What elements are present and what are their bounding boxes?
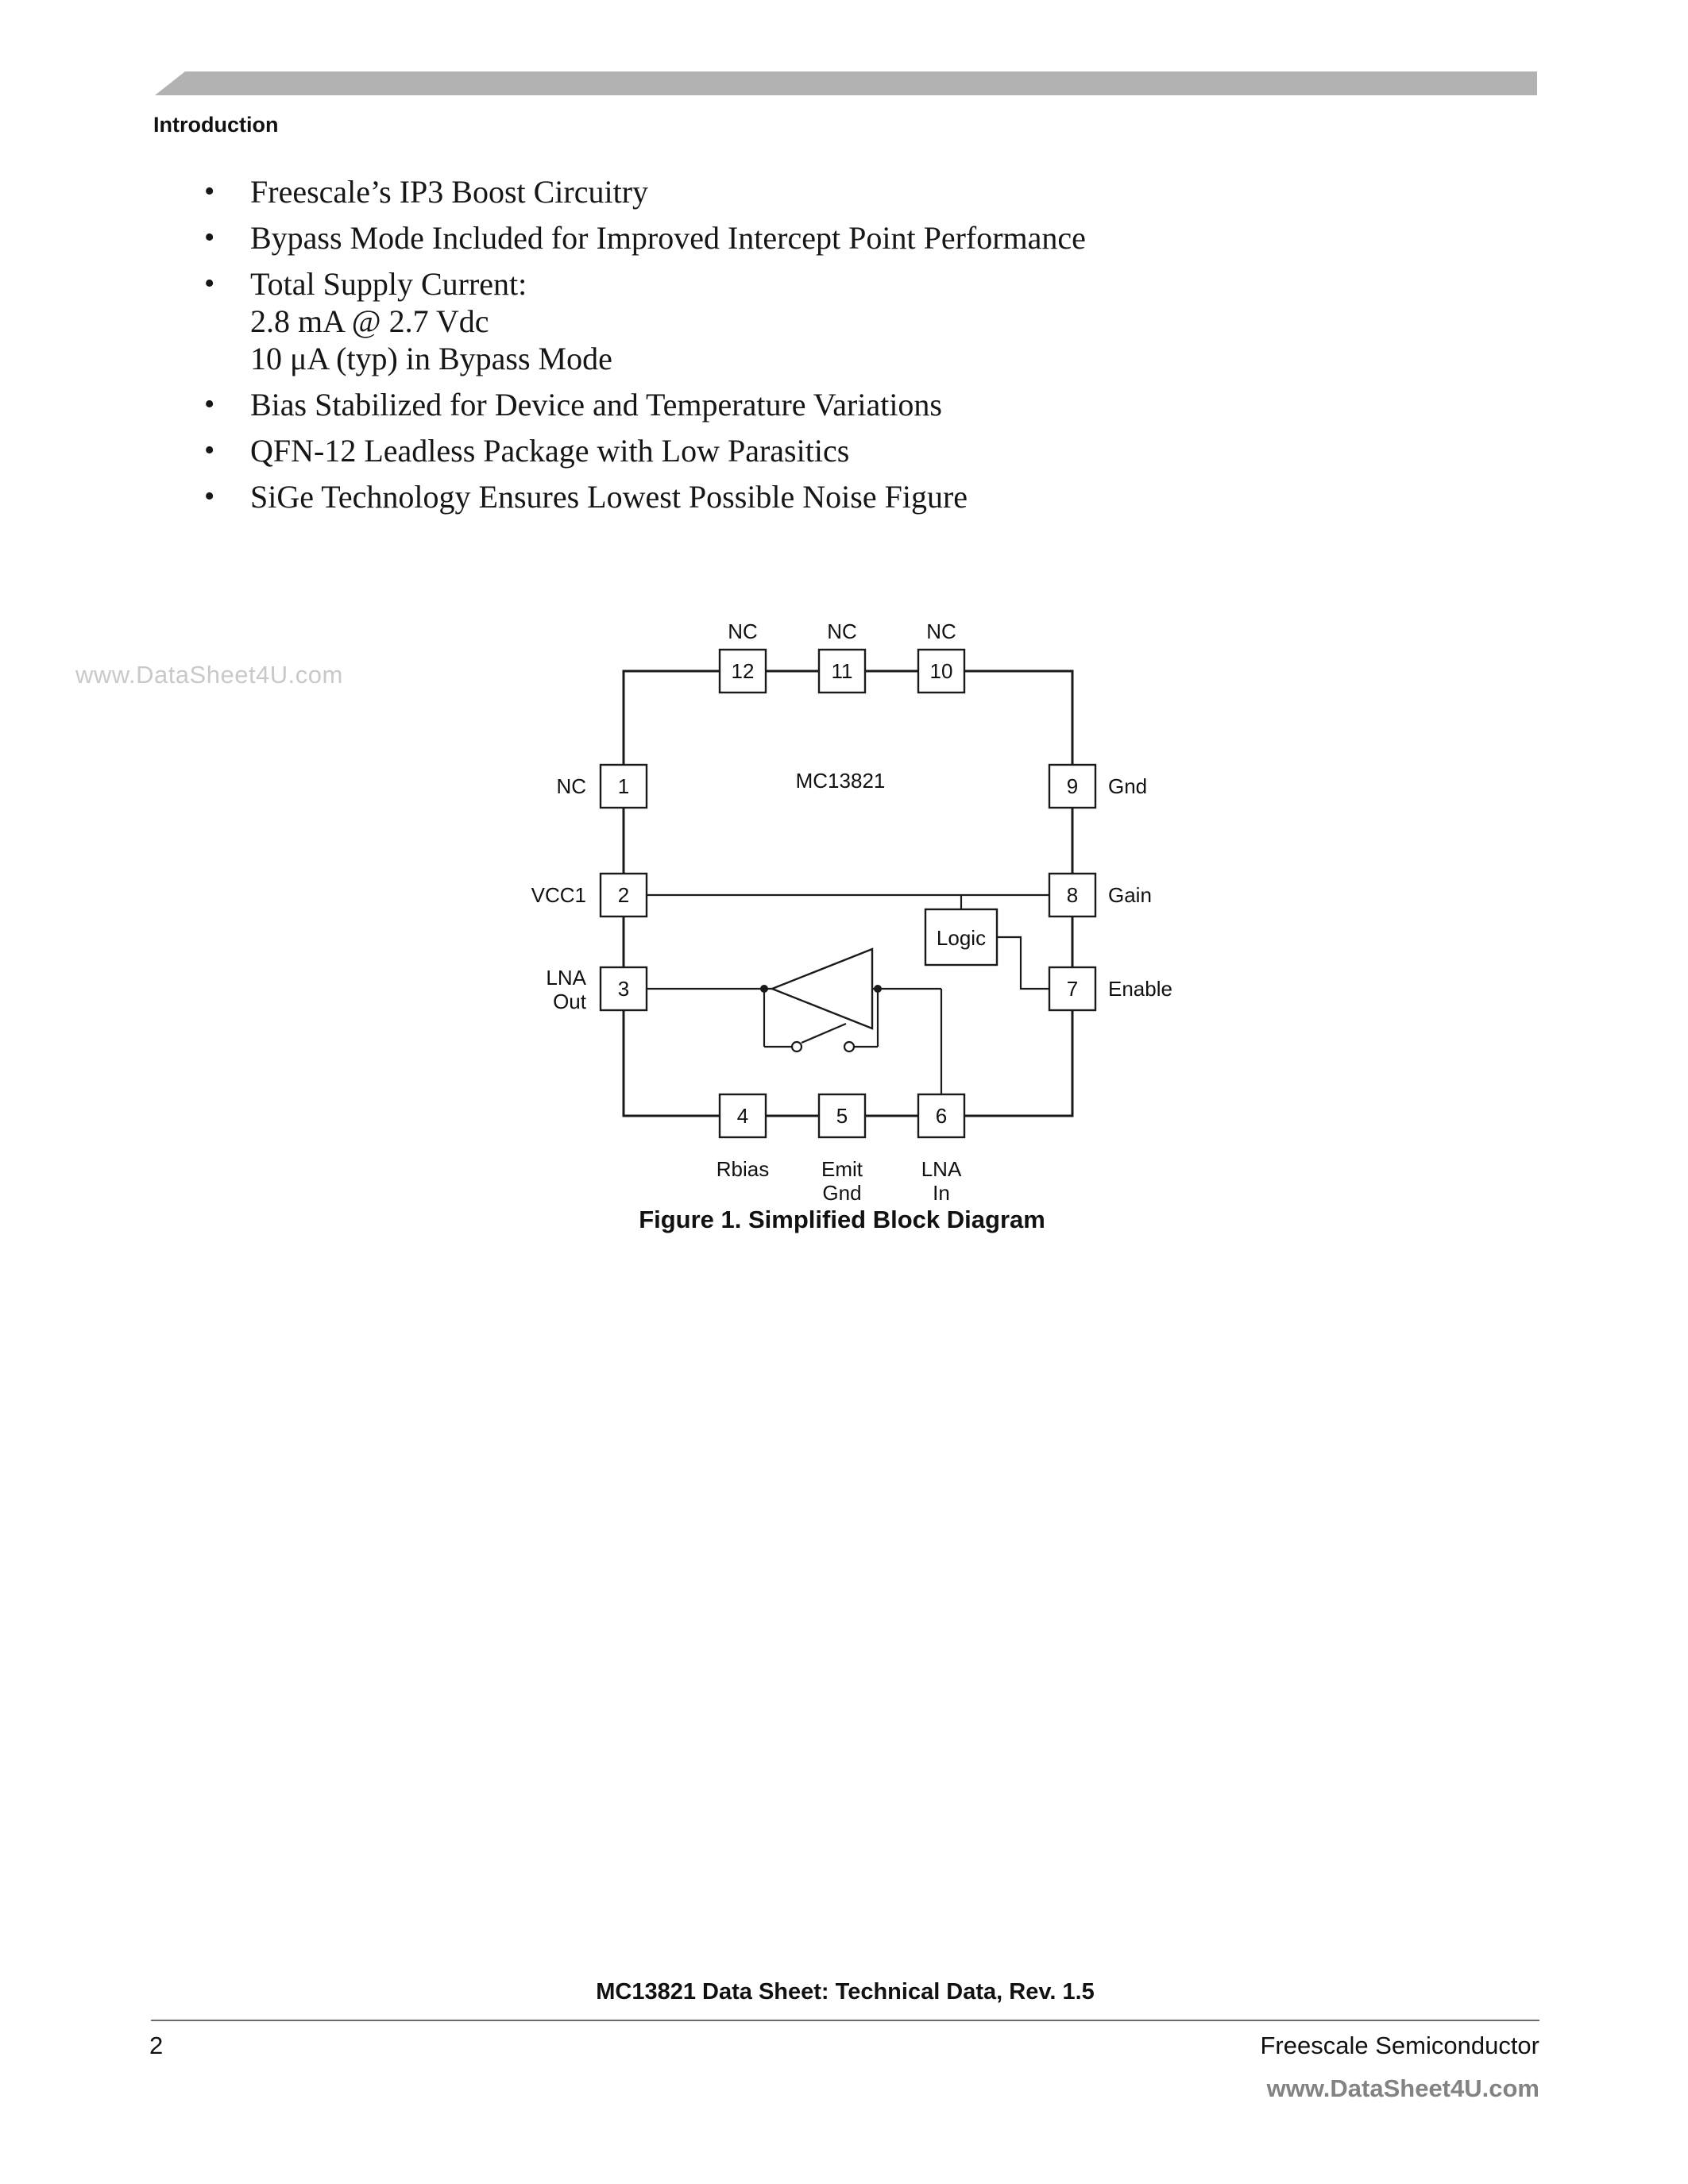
list-item-continuation: 2.8 mA @ 2.7 Vdc [250, 303, 489, 339]
pin-label: Out [553, 990, 586, 1013]
list-item-text: Bypass Mode Included for Improved Intercept Point Performance [250, 220, 1086, 256]
list-item-text: Bias Stabilized for Device and Temperature Variations [250, 387, 942, 423]
pin-label: NC [827, 619, 857, 643]
section-heading: Introduction [153, 113, 279, 137]
footer-company: Freescale Semiconductor [1260, 2032, 1539, 2059]
pin-label: Gain [1108, 883, 1152, 907]
footer-divider [151, 2020, 1539, 2021]
pin-label: In [933, 1181, 950, 1205]
pin-label: Enable [1108, 977, 1172, 1001]
list-item [203, 219, 1442, 257]
list-item-text: QFN-12 Leadless Package with Low Parasitics [250, 433, 850, 469]
pin-number: 1 [617, 774, 630, 798]
pin-number: 10 [929, 659, 953, 683]
pin-label: Emit [821, 1157, 863, 1181]
amplifier-icon [772, 949, 872, 1028]
list-item-text: Total Supply Current: [250, 266, 527, 302]
pin-label: NC [728, 619, 758, 643]
pin-label: VCC1 [531, 883, 586, 907]
pin-number: 6 [935, 1104, 948, 1128]
pin-label: Gnd [822, 1181, 862, 1205]
pins-right [1049, 765, 1172, 1010]
pin-number: 7 [1066, 977, 1079, 1001]
pin-label: LNA [546, 966, 586, 990]
header-accent-bar [155, 71, 1537, 95]
list-item [203, 478, 1442, 515]
chip-label: MC13821 [795, 769, 886, 793]
pin-label: Gnd [1108, 774, 1148, 798]
pin-number: 11 [831, 659, 853, 683]
block-diagram [477, 588, 1207, 1223]
pin-number: 8 [1066, 883, 1079, 907]
pins-bottom [717, 1094, 964, 1205]
logic-label: Logic [936, 926, 987, 950]
list-item-continuation: 10 μA (typ) in Bypass Mode [250, 341, 612, 376]
list-item [203, 386, 1442, 423]
switch-contact-icon [844, 1042, 854, 1051]
list-item [203, 265, 1442, 303]
watermark-text: www.DataSheet4U.com [75, 661, 343, 689]
figure-caption: Figure 1. Simplified Block Diagram [639, 1206, 1045, 1233]
pin-number: 12 [731, 659, 755, 683]
pin-label: LNA [921, 1157, 962, 1181]
switch-blade-icon [802, 1024, 846, 1043]
junction-dot [874, 985, 882, 993]
list-item [203, 432, 1442, 469]
pin-number: 9 [1066, 774, 1079, 798]
junction-dot [760, 985, 768, 993]
footer-watermark: www.DataSheet4U.com [1266, 2074, 1539, 2102]
switch-contact-icon [792, 1042, 802, 1051]
pins-left [531, 765, 647, 1013]
pin-number: 5 [836, 1104, 848, 1128]
list-item [203, 173, 1442, 210]
wire-logic-enable [997, 937, 1049, 989]
feature-list [203, 173, 1442, 515]
pin-label: Rbias [716, 1157, 770, 1181]
pins-top [720, 619, 964, 693]
list-item-text: Freescale’s IP3 Boost Circuitry [250, 174, 649, 210]
pin-number: 4 [736, 1104, 749, 1128]
pin-label: NC [926, 619, 956, 643]
list-item-text: SiGe Technology Ensures Lowest Possible Noise Figure [250, 479, 968, 515]
pin-number: 2 [617, 883, 630, 907]
bypass-switch-icon [792, 1024, 854, 1051]
pin-label: NC [556, 774, 586, 798]
page-number: 2 [149, 2032, 164, 2059]
footer-doc-title: MC13821 Data Sheet: Technical Data, Rev. 1.5 [596, 1979, 1095, 2005]
pin-number: 3 [617, 977, 630, 1001]
block-diagram-svg [477, 588, 1207, 1223]
